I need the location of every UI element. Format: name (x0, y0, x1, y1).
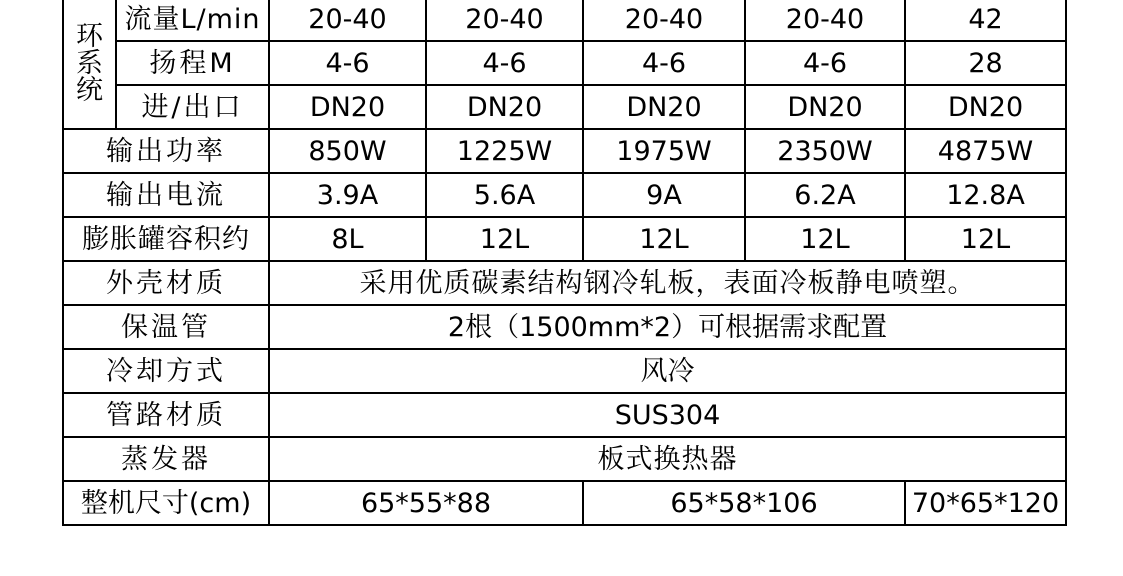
table-row-current (63, 173, 1066, 217)
row-label-power: 输出功率 (63, 129, 269, 173)
spec-table (62, 0, 1067, 526)
row-label-shell: 外壳材质 (63, 261, 269, 305)
current-value: 5.6A (426, 173, 583, 217)
dimensions-value: 65*58*106 (583, 481, 905, 525)
current-value: 3.9A (269, 173, 426, 217)
inout-value: DN20 (426, 85, 583, 129)
current-value: 12.8A (905, 173, 1066, 217)
table-row-flow (63, 0, 1066, 41)
head-value: 4-6 (426, 41, 583, 85)
flow-value: 20-40 (269, 0, 426, 41)
head-value: 28 (905, 41, 1066, 85)
group-label-char: 环 (76, 20, 103, 52)
table-row-cooling (63, 349, 1066, 393)
table-row-dimensions (63, 481, 1066, 525)
spec-table-container (62, 0, 1065, 526)
row-label-inout: 进/出口 (116, 85, 269, 129)
inout-value: DN20 (905, 85, 1066, 129)
table-row-evaporator (63, 437, 1066, 481)
current-value: 9A (583, 173, 745, 217)
row-label-tank: 膨胀罐容积约 (63, 217, 269, 261)
inout-value: DN20 (745, 85, 905, 129)
table-row-insulation (63, 305, 1066, 349)
current-value: 6.2A (745, 173, 905, 217)
row-label-evaporator: 蒸发器 (63, 437, 269, 481)
inout-value: DN20 (583, 85, 745, 129)
table-row-power (63, 129, 1066, 173)
row-label-cooling: 冷却方式 (63, 349, 269, 393)
table-row-head (63, 41, 1066, 85)
dimensions-value: 70*65*120 (905, 481, 1066, 525)
table-row-shell (63, 261, 1066, 305)
power-value: 1975W (583, 129, 745, 173)
tank-value: 12L (745, 217, 905, 261)
head-value: 4-6 (269, 41, 426, 85)
inout-value: DN20 (269, 85, 426, 129)
table-row-tank (63, 217, 1066, 261)
table-row-piping (63, 393, 1066, 437)
tank-value: 12L (583, 217, 745, 261)
evaporator-value: 板式换热器 (269, 437, 1066, 481)
row-label-flow: 流量L/min (116, 0, 269, 41)
tank-value: 12L (426, 217, 583, 261)
head-value: 4-6 (583, 41, 745, 85)
row-label-current: 输出电流 (63, 173, 269, 217)
power-value: 4875W (905, 129, 1066, 173)
group-label-char: 系 (76, 47, 103, 79)
flow-value: 20-40 (583, 0, 745, 41)
power-value: 1225W (426, 129, 583, 173)
group-label-char: 统 (76, 74, 103, 106)
power-value: 850W (269, 129, 426, 173)
flow-value: 20-40 (426, 0, 583, 41)
power-value: 2350W (745, 129, 905, 173)
flow-value: 20-40 (745, 0, 905, 41)
shell-value: 采用优质碳素结构钢冷轧板，表面冷板静电喷塑。 (269, 261, 1066, 305)
row-label-insulation: 保温管 (63, 305, 269, 349)
dimensions-value: 65*55*88 (269, 481, 583, 525)
cooling-value: 风冷 (269, 349, 1066, 393)
piping-value: SUS304 (269, 393, 1066, 437)
insulation-value: 2根（1500mm*2）可根据需求配置 (269, 305, 1066, 349)
head-value: 4-6 (745, 41, 905, 85)
row-label-dimensions: 整机尺寸(cm) (63, 481, 269, 525)
tank-value: 12L (905, 217, 1066, 261)
row-label-piping: 管路材质 (63, 393, 269, 437)
circulation-system-group-label (63, 0, 116, 129)
row-label-head: 扬程M (116, 41, 269, 85)
table-row-inout (63, 85, 1066, 129)
flow-value: 42 (905, 0, 1066, 41)
tank-value: 8L (269, 217, 426, 261)
